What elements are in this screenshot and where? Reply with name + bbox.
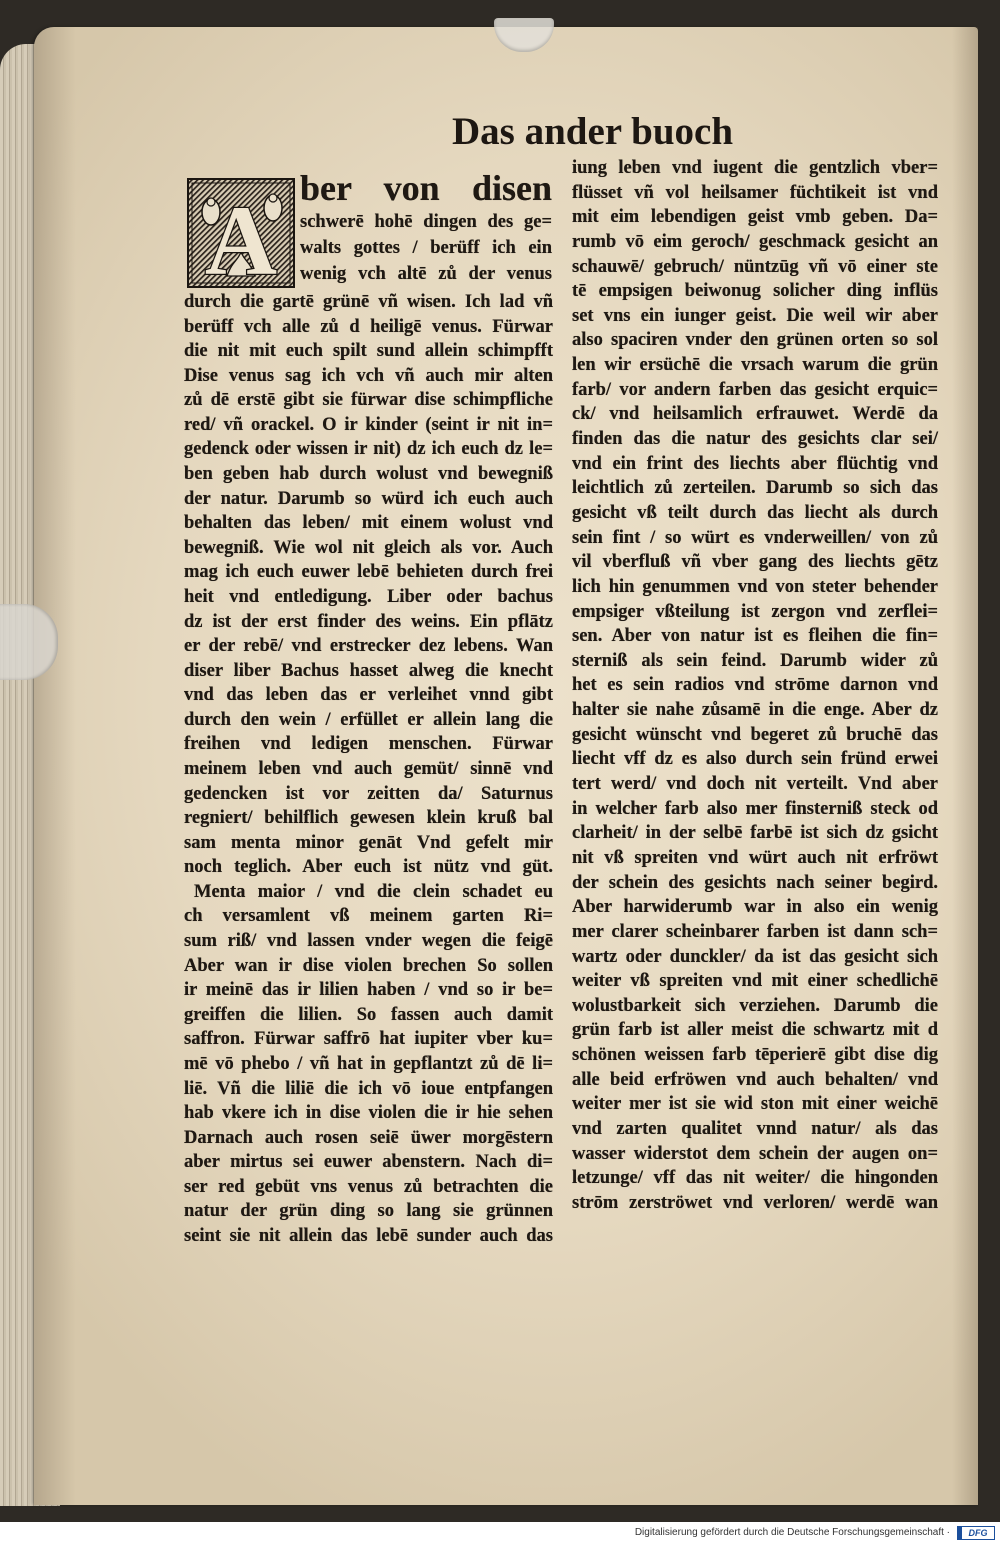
text-line: sterniß als sein feind. Darumb wider zů — [572, 650, 938, 671]
text-line: mag ich euch euwer lebē behieten durch frei — [184, 562, 553, 583]
text-line: weiter vß spreiten vnd mit einer schedlichē — [572, 971, 938, 992]
text-line: grün farb ist aller meist die schwartz mit d — [572, 1020, 938, 1041]
text-line: vnd das leben das er verleihet vnnd gibt — [184, 685, 553, 706]
text-line: rumb vō eim geroch/ geschmack gesicht an — [572, 231, 938, 252]
text-line: er der rebē/ vnd erstrecker dez lebens. Wan — [184, 636, 553, 657]
text-line: liecht vff dz es also durch sein fründ erwei — [572, 749, 938, 770]
text-line: also spaciren vnder den grünen orten so sol — [572, 330, 938, 351]
text-line: heit vnd entledigung. Liber oder bachus — [184, 586, 553, 607]
text-line: het es sein radios vnd strōme darnon vnd — [572, 675, 938, 696]
text-line: Menta maior / vnd die clein schadet eu — [194, 881, 553, 902]
page-edge-shadow — [952, 27, 978, 1505]
text-line: len wir ersüchē die vrsach warum die grün — [572, 355, 938, 376]
text-line: bewegniß. Wie wol nit gleich als vor. Auch — [184, 537, 553, 558]
text-line: schwerē hohē dingen des ge= — [300, 212, 552, 232]
text-line: vil vberfluß vñ vber gang des liechts gētz — [572, 552, 938, 573]
text-line: sein fint / so würt es vnderweillen/ von zů — [572, 527, 938, 548]
text-line: vnd ein frint des liechts aber flüchtig vnd — [572, 453, 938, 474]
text-line: walts gottes / berüff ich ein — [300, 238, 552, 258]
text-line: ch versamlent vß meinem garten Ri= — [184, 906, 553, 927]
running-title: Das ander buoch — [452, 110, 734, 153]
text-line: greiffen die lilien. So fassen auch damit — [184, 1004, 553, 1025]
left-column — [184, 290, 553, 1249]
text-line: schönen weissen farb tēperierē gibt dise dig — [572, 1045, 938, 1066]
text-line: tē empsigen beiwonug solicher ding inflüs — [572, 281, 938, 302]
text-line: mē vō phebo / vñ hat in gepflantzt zů dē li= — [184, 1053, 553, 1074]
right-column — [572, 156, 938, 1216]
text-line: schauwē/ gebruch/ nüntzūg vñ vō einer ste — [572, 256, 938, 277]
text-line: weiter mer ist sie wid ston mit einer weichē — [572, 1094, 938, 1115]
binding-shadow — [34, 27, 76, 1505]
digitization-footer — [0, 1522, 1000, 1543]
text-line: red/ vñ orackel. O ir kinder (seint ir nit in= — [184, 414, 553, 435]
text-line: vnd zarten qualitet vnnd natur/ als das — [572, 1118, 938, 1139]
text-line: ber von disen — [300, 168, 552, 208]
text-line: wenig vch altē zů der venus — [300, 264, 552, 284]
text-line: noch teglich. Aber euch ist nütz vnd güt. — [184, 857, 553, 878]
text-line: mit eim lebendigen geist vmb geben. Da= — [572, 207, 938, 228]
text-line: saffron. Fürwar saffrō hat iupiter vber ku= — [184, 1029, 553, 1050]
opening-line — [300, 168, 552, 208]
text-line: clarheit/ in der selbē farbē ist sich dz gsicht — [572, 823, 938, 844]
text-line: wasser widerstot dem schein der augen on= — [572, 1143, 938, 1164]
text-line: sam menta minor genāt Vnd gefelt mir — [184, 832, 553, 853]
text-line: farb/ vor andern farben das gesicht erquic= — [572, 379, 938, 400]
text-line: Dise venus sag ich vch vñ auch mir alten — [184, 365, 553, 386]
text-line: wartz oder dunckler/ da ist das gesicht sich — [572, 946, 938, 967]
text-line: regniert/ behilflich gewesen klein kruß bal — [184, 808, 553, 829]
text-line: empsiger vßteilung ist zergon vnd zerflei= — [572, 601, 938, 622]
text-line: sum riß/ vnd lassen vnder wegen die feigē — [184, 931, 553, 952]
text-line: mer clarer scheinbarer farben ist dann sch= — [572, 921, 938, 942]
text-line: freihen vnd ledigen menschen. Fürwar — [184, 734, 553, 755]
decorated-initial — [187, 178, 295, 288]
woodcut-initial-icon — [187, 178, 295, 288]
text-line: flüsset vñ vol heilsamer füchtikeit ist vnd — [572, 182, 938, 203]
text-line: gedencken ist vor zeitten da/ Saturnus — [184, 783, 553, 804]
text-line: aber mirtus sei euwer abenstern. Nach di= — [184, 1152, 553, 1173]
text-line: Aber wan ir dise violen brechen So sollen — [184, 955, 553, 976]
text-line: hab vkere ich in dise violen die ir hie sehen — [184, 1103, 553, 1124]
text-line: der schein des gesichts nach seiner begird. — [572, 872, 938, 893]
text-line: lich hin genummen vnd von steter behender — [572, 576, 938, 597]
opening-lines — [300, 209, 552, 287]
text-line: liē. Vñ die liliē die ich vō ioue entpfangen — [184, 1078, 553, 1099]
text-line: behalten das leben/ mit einem wolust vnd — [184, 513, 553, 534]
text-line: seint sie nit allein das lebē sunder auch das — [184, 1225, 553, 1246]
funding-credit: Digitalisierung gefördert durch die Deutsche Forschungsgemeinschaft · — [634, 1527, 950, 1538]
text-line: Darnach auch rosen seiē üwer morgēstern — [184, 1127, 553, 1148]
text-line: gedenck oder wissen ir nit) dz ich euch dz le= — [184, 439, 553, 460]
text-line: leichtlich zů zerteilen. Darumb so sich das — [572, 478, 938, 499]
text-line: iung leben vnd iugent die gentzlich vber= — [572, 158, 938, 178]
text-line: berüff vch alle zů d heiligē venus. Fürwar — [184, 316, 553, 337]
left-page-clip — [0, 604, 58, 680]
text-line: letzunge/ vff das nit weiter/ die hingonden — [572, 1168, 938, 1189]
text-line: in welcher farb also mer finsterniß steck od — [572, 798, 938, 819]
text-line: ir meinē das ir lilien haben / vnd so ir be= — [184, 980, 553, 1001]
dfg-logo-icon: DFG — [957, 1526, 995, 1540]
text-line: wolustbarkeit sich verziehen. Darumb die — [572, 995, 938, 1016]
text-line: strōm zerströwet vnd verloren/ werdē wan — [572, 1192, 938, 1213]
text-line: sen. Aber von natur ist es fleihen die fin= — [572, 626, 938, 647]
text-line: alle beid erfröwen vnd auch behalten/ vnd — [572, 1069, 938, 1090]
text-line: durch die gartē grünē vñ wisen. Ich lad vñ — [184, 292, 553, 312]
text-line: die nit mit euch spilt sund allein schimpfft — [184, 341, 553, 362]
text-line: durch den wein / erfüllet er allein lang die — [184, 709, 553, 730]
initial-letter: A — [204, 185, 278, 288]
text-line: zů dē erstē gibt sie fürwar dise schimpfliche — [184, 390, 553, 411]
text-line: finden das die natur des gesichts clar sei/ — [572, 429, 938, 450]
text-line: tert werd/ vnd doch nit verteilt. Vnd aber — [572, 774, 938, 795]
text-line: halter sie nahe zůsamē in die enge. Aber dz — [572, 700, 938, 721]
text-line: natur der grün ding so lang sie grünnen — [184, 1201, 553, 1222]
text-line: meinem leben vnd auch gemüt/ sinnē vnd — [184, 758, 553, 779]
text-line: gesicht wünscht vnd begeret zů bruchē das — [572, 724, 938, 745]
text-line: der natur. Darumb so würd ich euch auch — [184, 488, 553, 509]
text-line: ben geben hab durch wolust vnd bewegniß — [184, 464, 553, 485]
text-line: nit vß spreiten vnd würt auch nit erfröwt — [572, 847, 938, 868]
text-line: set vns ein iunger geist. Die weil wir aber — [572, 305, 938, 326]
text-line: dz ist der erst finder des weins. Ein pflātz — [184, 611, 553, 632]
text-line: ck/ vnd heilsamlich erfrauwet. Werdē da — [572, 404, 938, 425]
text-line: gesicht vß teilt durch das liecht als durch — [572, 502, 938, 523]
text-line: diser liber Bachus hasset alweg die knecht — [184, 660, 553, 681]
text-line: Aber harwiderumb war in also ein wenig — [572, 897, 938, 918]
text-line: ser red gebüt vns venus zů betrachten die — [184, 1176, 553, 1197]
